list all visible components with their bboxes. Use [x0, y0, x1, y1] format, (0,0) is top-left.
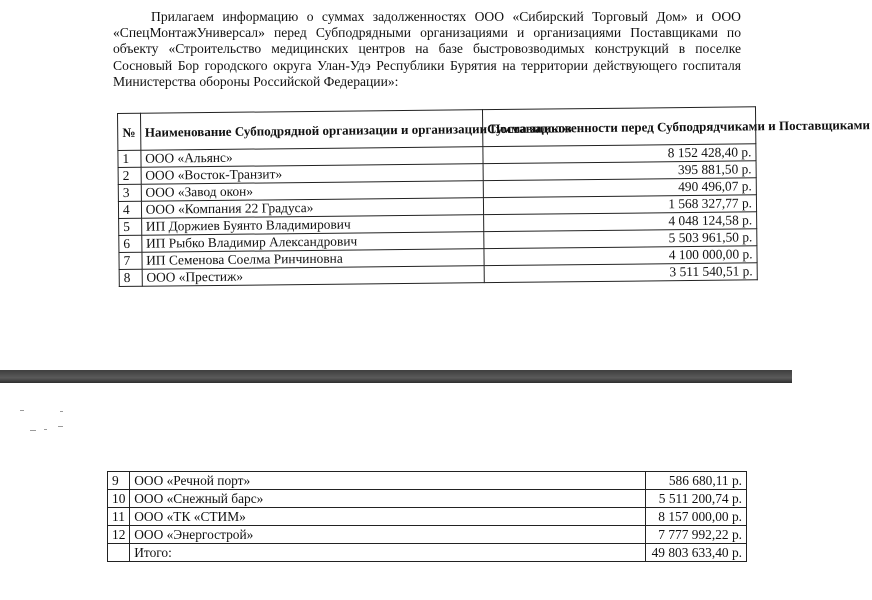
header-organization: Наименование Субподрядной организации и организации Поставщиков: [140, 110, 483, 151]
row-debt-sum: 4 048 124,58 р.: [483, 212, 756, 232]
row-organization: ИП Доржиев Буянто Владимирович: [141, 215, 483, 236]
debt-table-page-2: [107, 471, 747, 562]
row-debt-sum: 4 100 000,00 р.: [484, 246, 757, 266]
row-organization: ООО «Восток-Транзит»: [141, 164, 483, 185]
table-row: [108, 472, 747, 490]
row-number: 10: [108, 490, 130, 508]
row-organization: ИП Семенова Соелма Ринчиновна: [142, 249, 484, 270]
row-organization: ООО «Престиж»: [142, 266, 484, 287]
scan-speck: [44, 429, 47, 430]
scan-speck: [60, 411, 63, 412]
row-number: 11: [108, 508, 130, 526]
row-organization: ООО «ТК «СТИМ»: [130, 508, 646, 526]
row-debt-sum: 8 157 000,00 р.: [645, 508, 746, 526]
row-debt-sum: 3 511 540,51 р.: [484, 263, 757, 283]
row-debt-sum: 7 777 992,22 р.: [645, 526, 746, 544]
row-number: 8: [119, 269, 142, 286]
page-divider: [0, 370, 792, 383]
header-number: №: [118, 113, 141, 150]
row-debt-sum: 5 511 200,74 р.: [645, 490, 746, 508]
total-debt-sum: 49 803 633,40 р.: [645, 544, 746, 562]
row-organization: ООО «Альянс»: [141, 147, 483, 168]
row-number: 2: [118, 167, 141, 184]
table-total-row: [108, 544, 747, 562]
row-organization: ООО «Снежный барс»: [130, 490, 646, 508]
table-row: [108, 490, 747, 508]
row-number: 4: [118, 201, 141, 218]
table-row: [108, 526, 747, 544]
header-debt-sum: Сумма задолженности перед Субподрядчиками и Поставщиками: [482, 107, 756, 147]
row-number: 12: [108, 526, 130, 544]
row-number: 9: [108, 472, 130, 490]
row-organization: ООО «Компания 22 Градуса»: [141, 198, 483, 219]
total-number-cell: [108, 544, 130, 562]
table-row: [108, 508, 747, 526]
row-organization: ООО «Энергострой»: [130, 526, 646, 544]
row-organization: ИП Рыбко Владимир Александрович: [141, 232, 483, 253]
row-number: 3: [118, 184, 141, 201]
row-organization: ООО «Речной порт»: [130, 472, 646, 490]
row-number: 7: [119, 252, 142, 269]
total-label: Итого:: [130, 544, 646, 562]
intro-paragraph: Прилагаем информацию о суммах задолженностях ООО «Сибирский Торговый Дом» и ООО «СпецМонтажУниверсал» перед Субподрядными организациями и организациями Поставщиками по объекту «Строительство медицинских центров на базе быстровозводимых конструкций в поселке Сосновый Бор городского округа Улан-Удэ Республики Бурятия на территории действующего госпиталя Министерства обороны Российской Федерации»:: [113, 9, 741, 89]
row-organization: ООО «Завод окон»: [141, 181, 483, 202]
row-number: 5: [119, 218, 142, 235]
scan-speck: [30, 430, 36, 431]
row-debt-sum: 8 152 428,40 р.: [483, 144, 756, 164]
scan-speck: [58, 426, 63, 427]
row-number: 6: [119, 235, 142, 252]
row-number: 1: [118, 150, 141, 167]
row-debt-sum: 1 568 327,77 р.: [483, 195, 756, 215]
row-debt-sum: 395 881,50 р.: [483, 161, 756, 181]
row-debt-sum: 586 680,11 р.: [645, 472, 746, 490]
row-debt-sum: 5 503 961,50 р.: [484, 229, 757, 249]
debt-table-page-1: [117, 106, 871, 287]
scan-speck: [20, 410, 24, 411]
row-debt-sum: 490 496,07 р.: [483, 178, 756, 198]
